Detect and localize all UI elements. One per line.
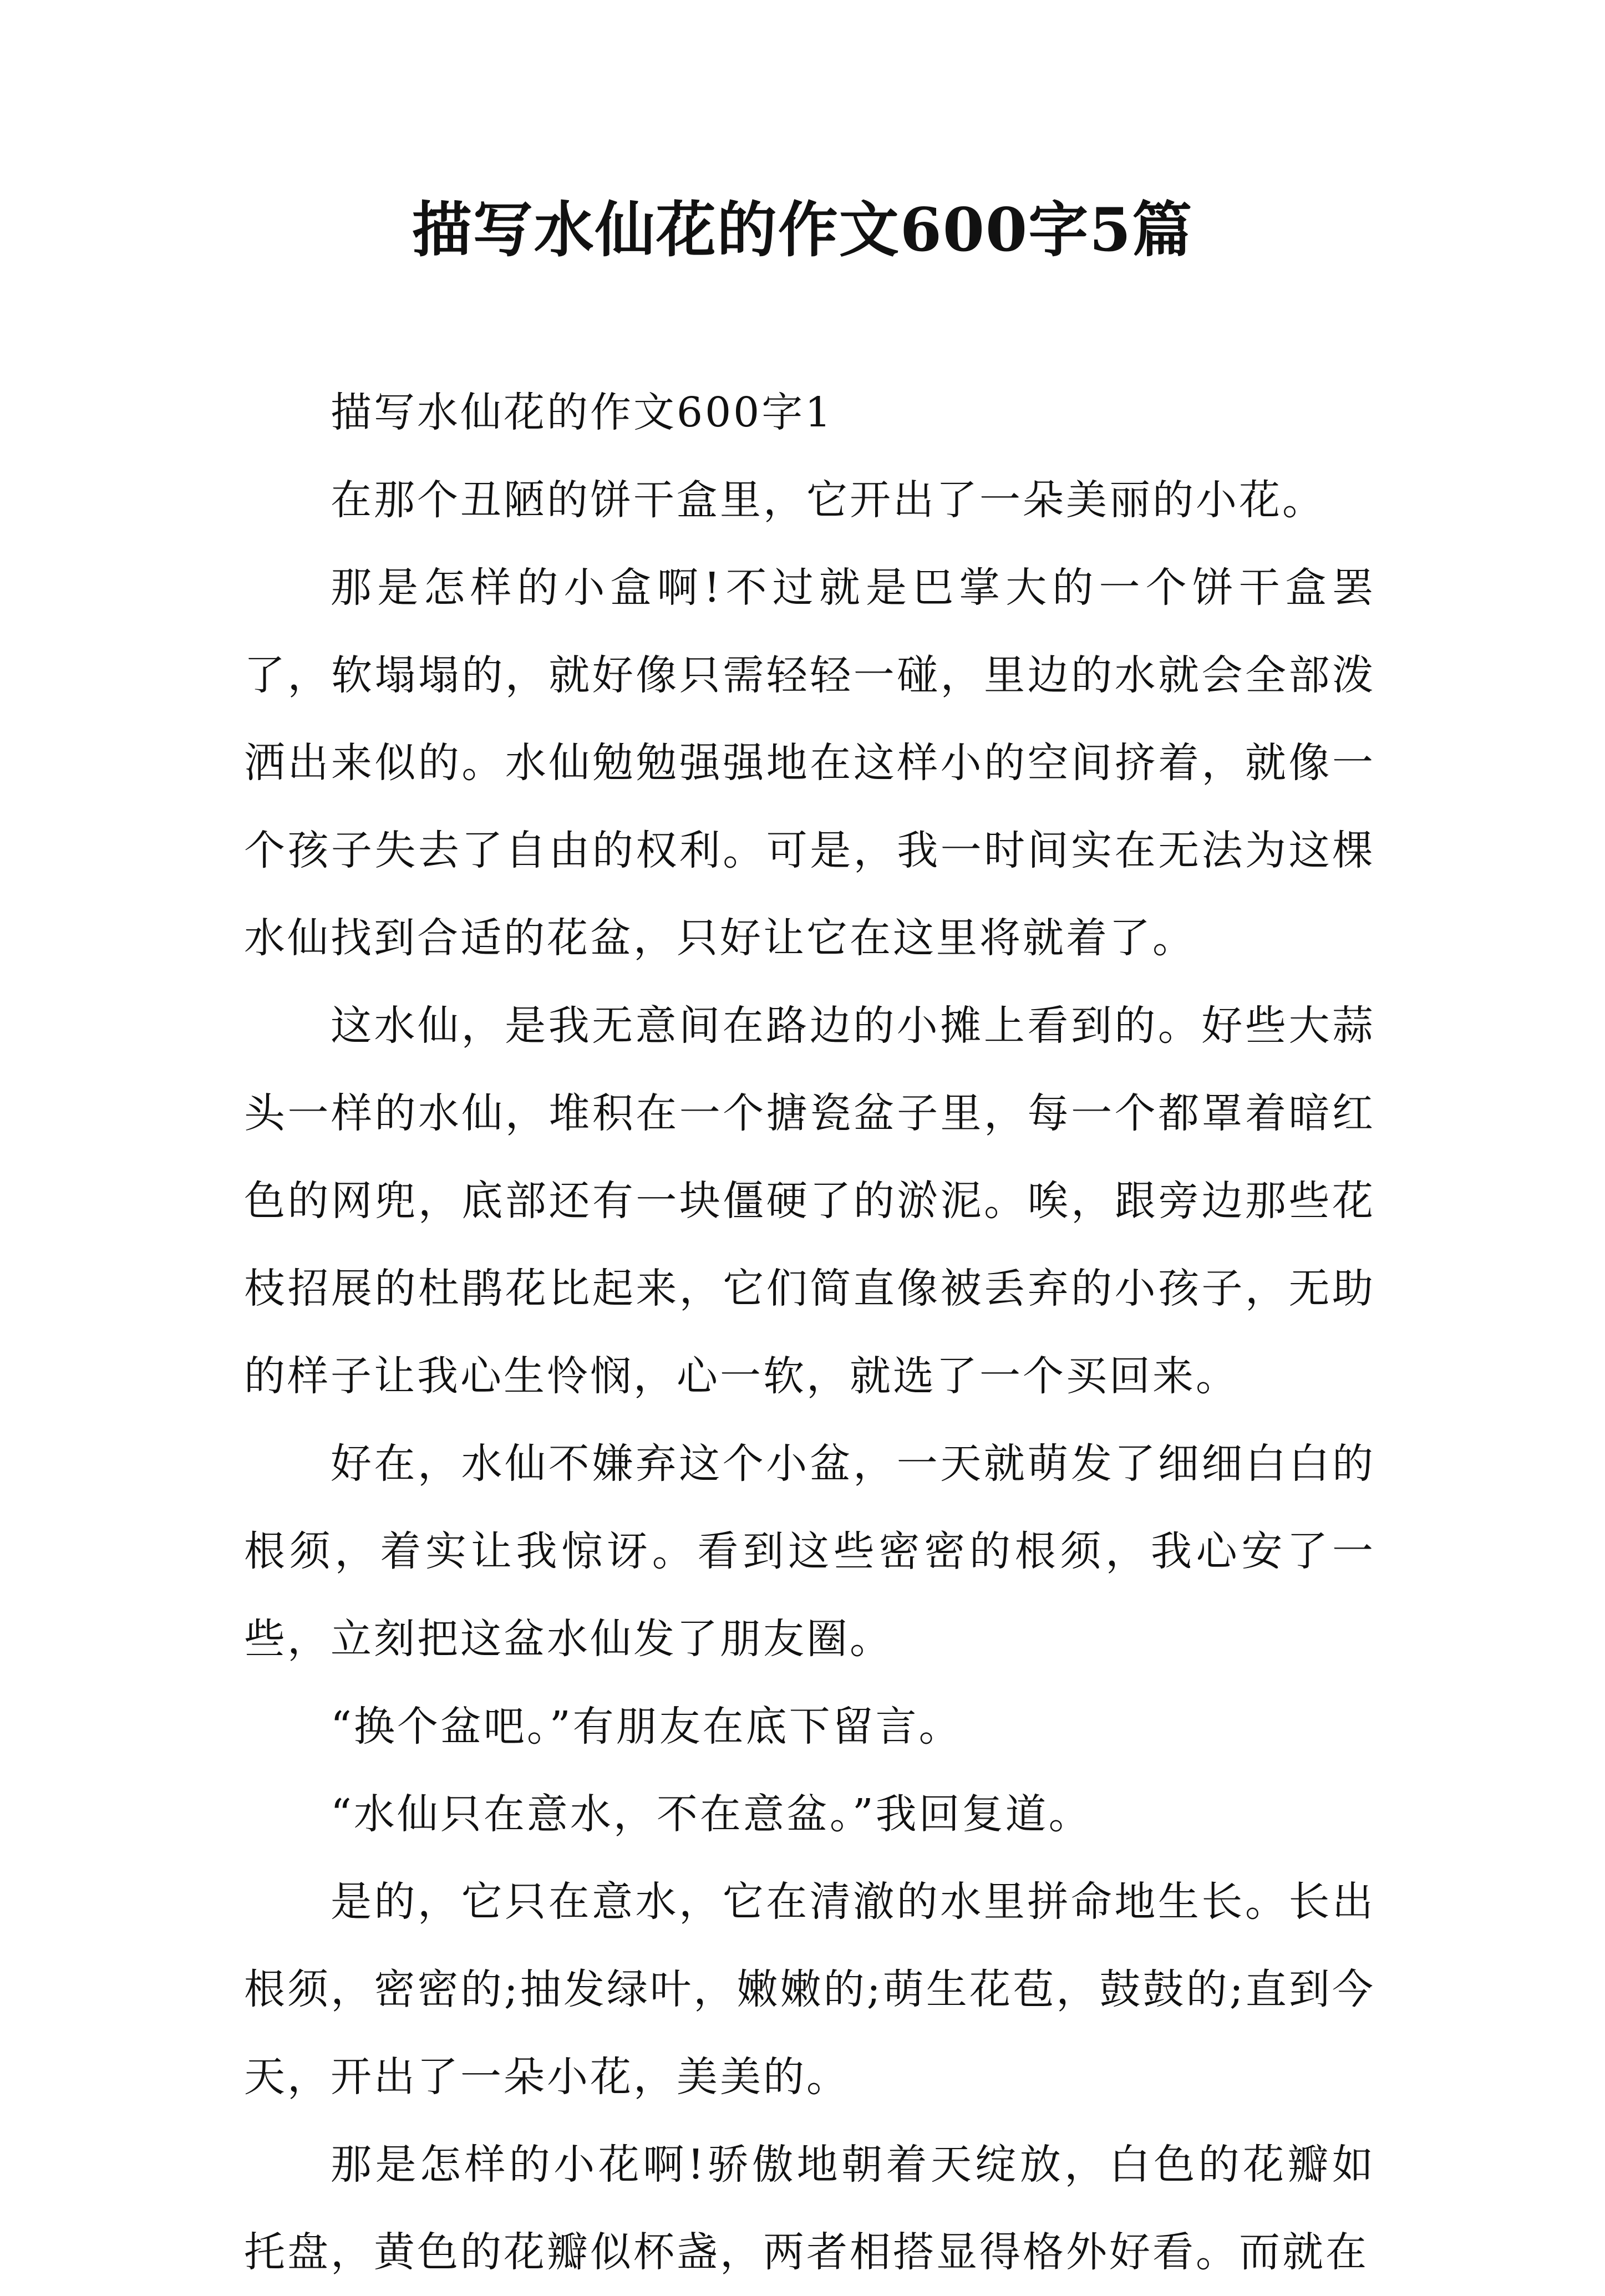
essay-subtitle: 描写水仙花的作文600字1 xyxy=(331,389,834,436)
paragraph: 好在，水仙不嫌弃这个小盆，一天就萌发了细细白白的根须，着实让我惊讶。看到这些密密的根须，我心安了一些，立刻把这盆水仙发了朋友圈。 xyxy=(244,1440,1375,1663)
paragraph: “换个盆吧。”有朋友在底下留言。 xyxy=(331,1703,962,1750)
paragraph: 这水仙，是我无意间在路边的小摊上看到的。好些大蒜头一样的水仙，堆积在一个搪瓷盆子里，每一个都罩着暗红色的网兜，底部还有一块僵硬了的淤泥。唉，跟旁边那些花枝招展的杜鹃花比起来，它们简直像被丢弃的小孩子，无助的样子让我心生怜悯，心一软，就选了一个买回来。 xyxy=(244,1002,1375,1400)
paragraph: 是的，它只在意水，它在清澈的水里拼命地生长。长出根须，密密的;抽发绿叶，嫩嫩的;萌生花苞，鼓鼓的;直到今天，开出了一朵小花，美美的。 xyxy=(244,1878,1375,2101)
document-body xyxy=(244,369,1375,2296)
paragraph: 在那个丑陋的饼干盒里，它开出了一朵美丽的小花。 xyxy=(331,476,1325,524)
paragraph: “水仙只在意水，不在意盆。”我回复道。 xyxy=(331,1790,1092,1838)
paragraph: 那是怎样的小盒啊!不过就是巴掌大的一个饼干盒罢了，软塌塌的，就好像只需轻轻一碰，里边的水就会全部泼洒出来似的。水仙勉勉强强地在这样小的空间挤着，就像一个孩子失去了自由的权利。可是，我一时间实在无法为这棵水仙找到合适的花盆，只好让它在这里将就着了。 xyxy=(244,564,1375,962)
paragraph: 那是怎样的小花啊!骄傲地朝着天绽放，白色的花瓣如托盘，黄色的花瓣似杯盏，两者相搭显得格外好看。而就在 xyxy=(244,2141,1375,2276)
document-title: 描写水仙花的作文600字5篇 xyxy=(412,195,1193,265)
